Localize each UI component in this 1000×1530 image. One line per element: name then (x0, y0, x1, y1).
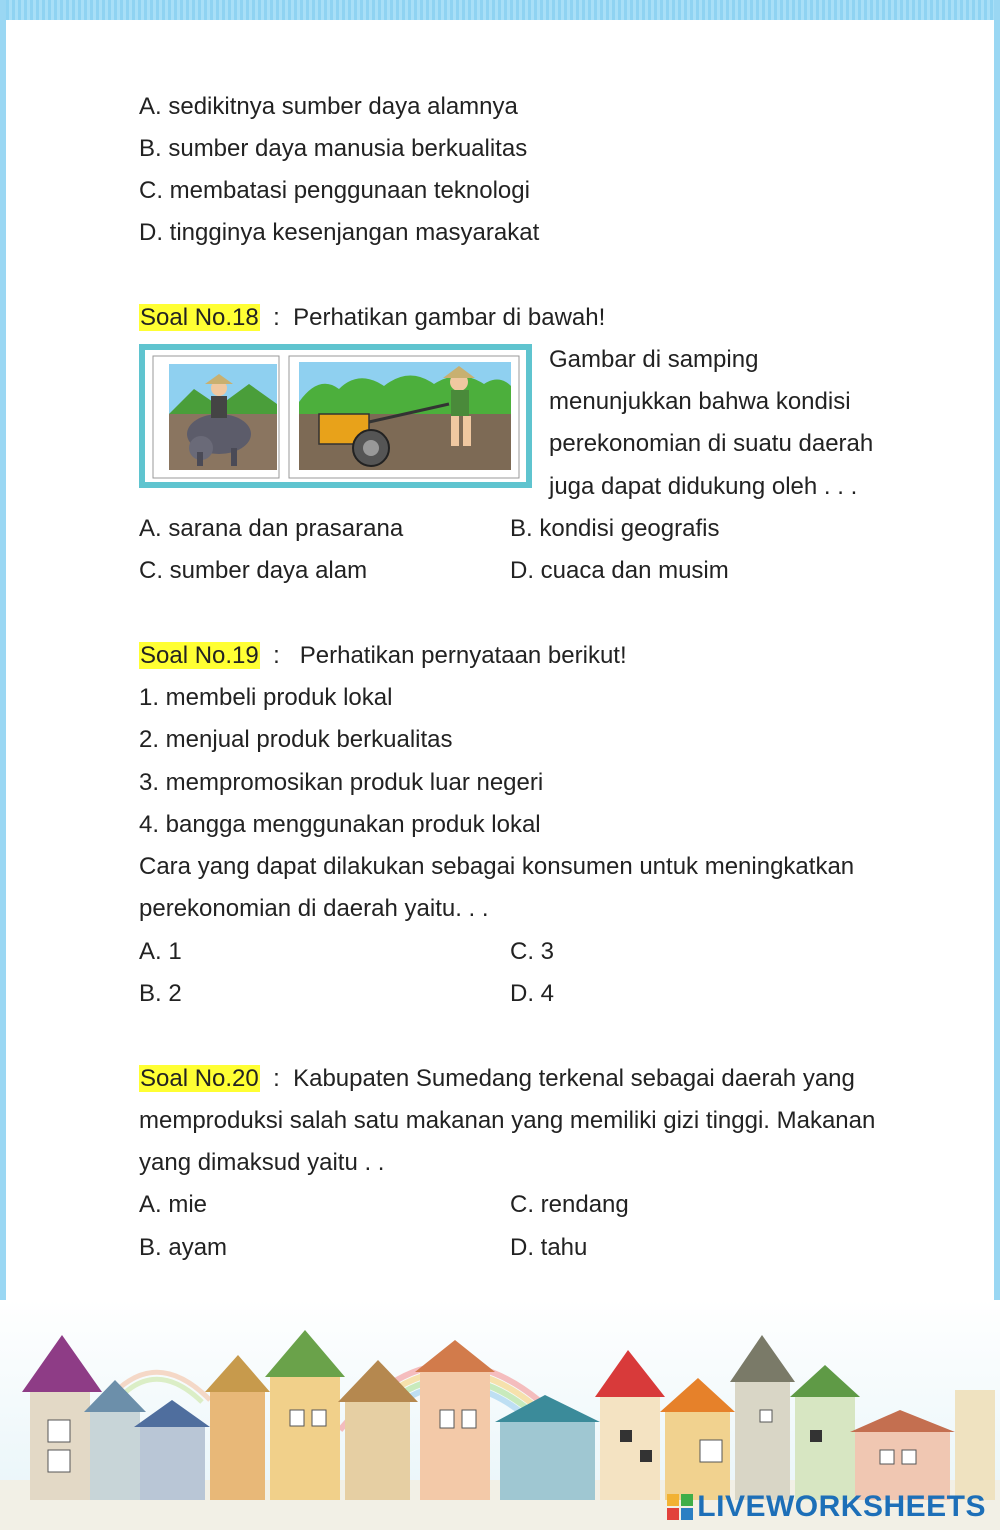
q20-option-a: A. mie (139, 1191, 208, 1218)
q20-separator: : (259, 1065, 294, 1092)
liveworksheets-brand (667, 1490, 986, 1524)
village-footer-illustration (0, 1300, 1000, 1530)
q19-separator: : (259, 642, 300, 669)
q18-illustration (139, 344, 532, 488)
q19-statement-1: 1. membeli produk lokal (139, 684, 393, 711)
q18-prompt: Perhatikan gambar di bawah! (293, 304, 606, 331)
q18-option-b: B. kondisi geografis (510, 515, 720, 542)
q19-statement-4: 4. bangga menggunakan produk lokal (139, 811, 541, 838)
q20-label: Soal No.20 (140, 1065, 259, 1092)
q20-option-d: D. tahu (510, 1234, 588, 1261)
q20-option-b: B. ayam (139, 1234, 228, 1261)
q20-header (139, 1058, 855, 1100)
q19-label: Soal No.19 (140, 642, 259, 669)
q18-side-line-4: juga dapat didukung oleh . . . (549, 473, 858, 500)
q18-option-a: A. sarana dan prasarana (139, 515, 404, 542)
q19-option-c: C. 3 (510, 938, 555, 965)
farming-illustration (139, 344, 532, 488)
q17-option-c: C. membatasi penggunaan teknologi (139, 177, 530, 204)
q18-header (139, 297, 605, 339)
q19-question-line-1: Cara yang dapat dilakukan sebagai konsumen untuk meningkatkan (139, 853, 855, 880)
q18-side-line-1: Gambar di samping (549, 346, 759, 373)
page-frame-top (0, 0, 1000, 20)
q19-option-b: B. 2 (139, 980, 182, 1007)
q18-separator: : (259, 304, 294, 331)
q19-question-line-2: perekonomian di daerah yaitu. . . (139, 895, 489, 922)
brand-name: LIVEWORKSHEETS (697, 1490, 986, 1523)
q17-option-d: D. tingginya kesenjangan masyarakat (139, 219, 540, 246)
q18-label: Soal No.18 (140, 304, 259, 331)
q19-option-a: A. 1 (139, 938, 182, 965)
q18-side-line-3: perekonomian di suatu daerah (549, 430, 874, 457)
q19-option-d: D. 4 (510, 980, 555, 1007)
q19-statement-2: 2. menjual produk berkualitas (139, 726, 453, 753)
q17-option-b: B. sumber daya manusia berkualitas (139, 135, 528, 162)
liveworksheets-logo-icon (667, 1494, 693, 1520)
q19-header (139, 635, 627, 677)
q20-prompt-line-3: yang dimaksud yaitu . . (139, 1149, 385, 1176)
q19-prompt: Perhatikan pernyataan berikut! (299, 642, 627, 669)
q18-option-c: C. sumber daya alam (139, 557, 368, 584)
q18-side-line-2: menunjukkan bahwa kondisi (549, 388, 851, 415)
q17-option-a: A. sedikitnya sumber daya alamnya (139, 93, 518, 120)
q19-statement-3: 3. mempromosikan produk luar negeri (139, 769, 544, 796)
q20-option-c: C. rendang (510, 1191, 629, 1218)
q20-prompt-first: Kabupaten Sumedang terkenal sebagai daerah yang (293, 1065, 855, 1092)
q20-prompt-line-2: memproduksi salah satu makanan yang memiliki gizi tinggi. Makanan (139, 1107, 876, 1134)
q18-option-d: D. cuaca dan musim (510, 557, 729, 584)
